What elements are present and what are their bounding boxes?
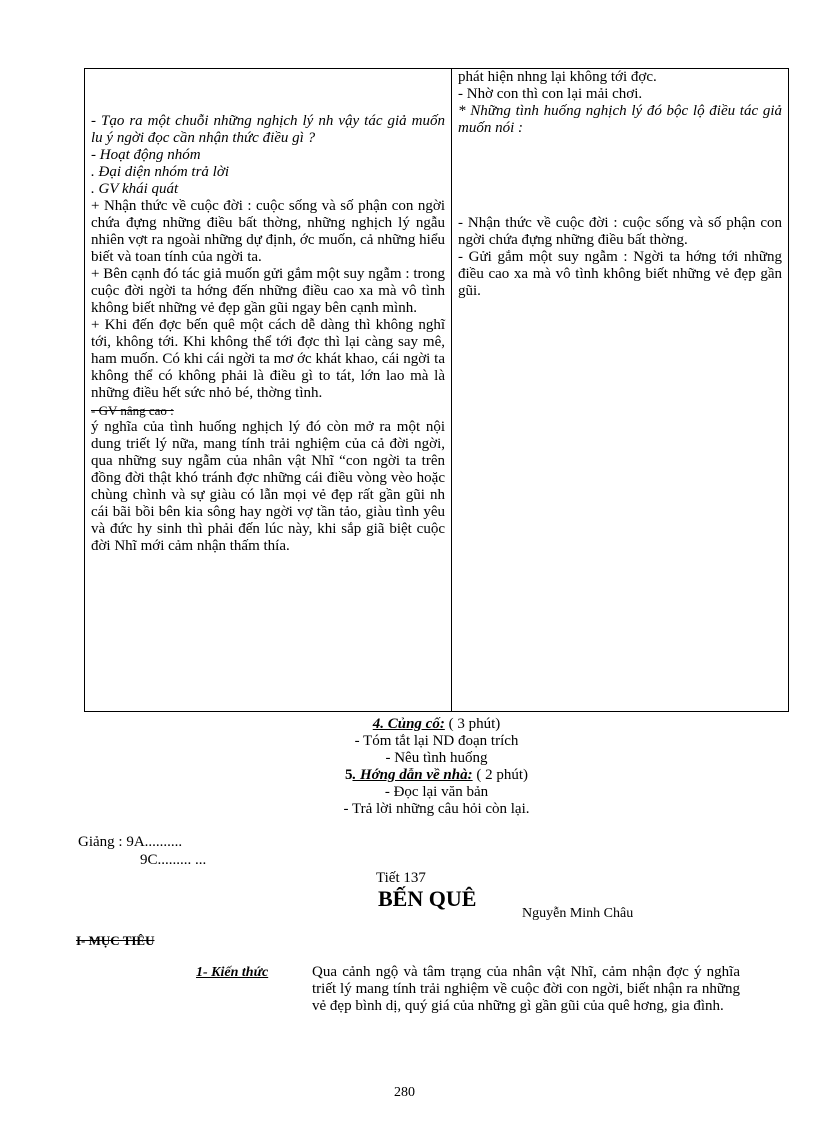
consolidation-section (84, 716, 789, 818)
knowledge-label-text: 1- Kiến thức (196, 965, 269, 980)
teaching-class-2: 9C......... ... (140, 852, 207, 868)
homework-time: ( 2 phút) (472, 767, 529, 783)
left-teacher-extension: ý nghĩa của tình huống nghịch lý đó còn mở ra một nội dung triết lý nữa, mang tính trải nghiệm của cả đời ngời, qua những suy ngẫm của nhân vật Nhĩ “con ngời ta trên đồng đời thật khó tránh đợc những cái điều vòng vèo hoặc chùng chình và sự giàu có lẫn mọi vẻ đẹp rất gần gũi nh cái bãi bồi bên kia sông hay ngời vợ tần tảo, giàu tình yêu và đức hy sinh thì phải đến lúc này, khi sắp giã biệt cuộc đời Nhĩ mới cảm nhận thấm thía. (91, 419, 445, 554)
right-line-2: - Nhờ con thì con lại mải chơi. (458, 86, 643, 102)
teacher-activity-column (85, 69, 452, 711)
right-point-2: - Gửi gắm một suy ngẫm : Ngời ta hớng tới những điều cao xa mà vô tình không biết những vẻ đẹp gần gũi. (458, 249, 782, 299)
left-group-activity: - Hoạt động nhóm (91, 147, 201, 163)
left-point-3: + Khi đến đợc bến quê một cách dễ dàng thì không nghĩ tới, không tới. Khi không thể tới đợc thì lại càng say mê, ham muốn. Có khi cái ngời ta mơ ớc khát khao, cái ngời ta không thể có không phải là điều gì to tát, lớn lao mà là những điều hết sức nhỏ bé, thờng tình. (91, 317, 445, 401)
consolidation-item-1: - Tóm tắt lại ND đoạn trích (354, 733, 519, 749)
homework-item-1: - Đọc lại văn bản (384, 784, 489, 800)
knowledge-text: Qua cảnh ngộ và tâm trạng của nhân vật Nhĩ, cảm nhận đợc ý nghĩa triết lý mang tính trải nghiệm về cuộc đời con ngời, biết nhận ra những vẻ đẹp bình dị, quý giá của những gì gần gũi của quê hơng, gia đình. (312, 964, 740, 1014)
homework-number: 5 (344, 767, 353, 783)
right-point-1: - Nhận thức về cuộc đời : cuộc sống và số phận con ngời chứa đựng những điều bất thờng. (458, 215, 782, 248)
content-column (452, 69, 788, 711)
left-point-2: + Bên cạnh đó tác giả muốn gửi gắm một suy ngẫm : trong cuộc đời ngời ta hớng đến những điều cao xa mà vô tình không biết những vẻ đẹp gần gũi ngay bên cạnh mình. (91, 266, 445, 316)
left-point-1: + Nhận thức về cuộc đời : cuộc sống và số phận con ngời chứa đựng những điều bất thờng, những nghịch lý ngẫu nhiên vợt ra ngoài những dự định, ớc muốn, cả những hiểu biết và toan tính của ngời ta. (91, 198, 445, 265)
lesson-author: Nguyễn Minh Châu (522, 906, 634, 921)
right-line-1: phát hiện nhng lại không tới đợc. (458, 69, 657, 85)
consolidation-item-2: - Nêu tình huống (385, 750, 488, 766)
right-line-3: * Những tình huống nghịch lý đó bộc lộ điều tác giả muốn nói : (458, 103, 782, 136)
page-number: 280 (394, 1085, 415, 1100)
lesson-title: BẾN QUÊ (378, 886, 477, 911)
homework-heading: . Hớng dẫn về nhà: (352, 767, 473, 783)
teaching-class-1: Giảng : 9A.......... (78, 834, 183, 850)
lesson-table (84, 68, 789, 712)
left-teacher-summary: . GV khái quát (91, 181, 179, 197)
consolidation-heading: 4. Củng cố: (372, 716, 445, 732)
knowledge-label (196, 964, 268, 981)
objectives-heading: I- MỤC TIÊU (76, 933, 155, 948)
left-group-answer: . Đại diện nhóm trả lời (91, 164, 230, 180)
left-question: - Tạo ra một chuỗi những nghịch lý nh vậy tác giả muốn lu ý ngời đọc cần nhận thức điều gì ? (91, 113, 445, 146)
left-teacher-extension-heading: - GV nâng cao : (91, 403, 174, 418)
homework-item-2: - Trả lời những câu hỏi còn lại. (343, 801, 530, 817)
consolidation-time: ( 3 phút) (444, 716, 501, 732)
lesson-period: Tiết 137 (376, 870, 426, 886)
